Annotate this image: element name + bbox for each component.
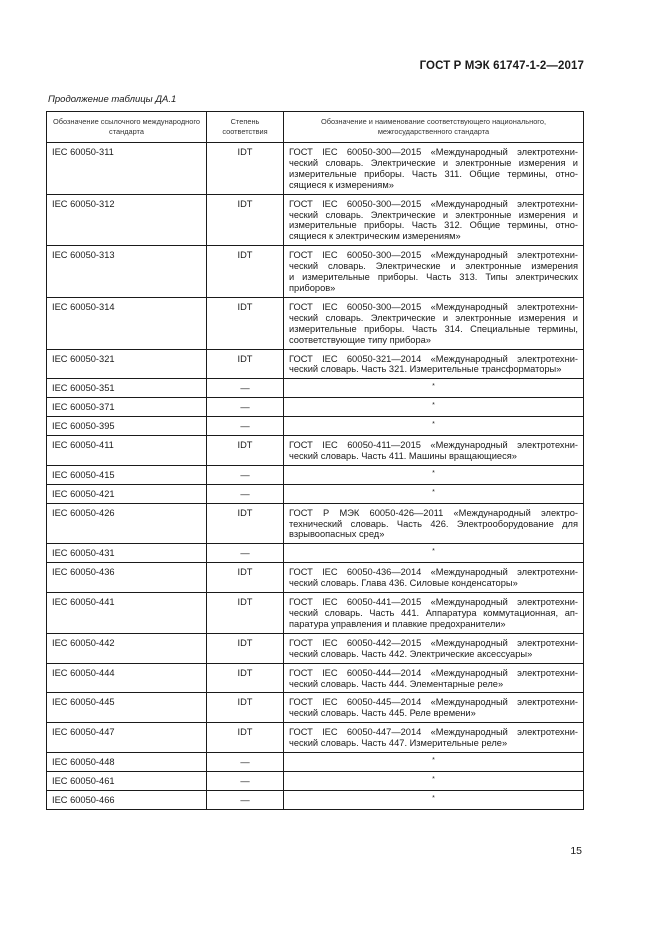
- ref-standard-cell: IEC 60050-415: [47, 465, 207, 484]
- degree-cell: IDT: [207, 349, 284, 379]
- table-row: [47, 790, 584, 809]
- degree-cell: —: [207, 544, 284, 563]
- degree-cell: IDT: [207, 693, 284, 723]
- table-row: [47, 563, 584, 593]
- national-standard-cell: [284, 398, 584, 417]
- national-standard-line: измерительные приборы. Часть 312. Общие термины, отно-: [289, 220, 578, 231]
- header-national-standard: Обозначение и наименование соответствующего национального, межгосударственного стандарта: [284, 112, 584, 143]
- degree-cell: —: [207, 417, 284, 436]
- no-equivalent-mark: *: [432, 421, 435, 429]
- degree-cell: —: [207, 484, 284, 503]
- table-row: [47, 771, 584, 790]
- header-degree: Степень соответствия: [207, 112, 284, 143]
- national-standard-line: ГОСТ IEC 60050-447—2014 «Международный электротехни-: [289, 727, 578, 738]
- no-equivalent-mark: *: [432, 548, 435, 556]
- degree-cell: IDT: [207, 663, 284, 693]
- national-standard-line: измерительные приборы. Часть 311. Общие термины, отно-: [289, 168, 578, 179]
- national-standard-line: соответствующие типу прибора»: [289, 334, 431, 345]
- national-standard-line: ческий словарь. Электрические и электронные измерения и: [289, 209, 578, 220]
- national-standard-line: ческий словарь. Часть 411. Машины вращающиеся»: [289, 450, 517, 461]
- ref-standard-cell: IEC 60050-321: [47, 349, 207, 379]
- national-standard-cell: [284, 143, 584, 195]
- national-standard-cell: [284, 503, 584, 544]
- ref-standard-cell: IEC 60050-313: [47, 246, 207, 298]
- no-equivalent-mark: *: [432, 775, 435, 783]
- degree-cell: IDT: [207, 143, 284, 195]
- national-standard-line: ческий словарь. Часть 321. Измерительные трансформаторы»: [289, 364, 562, 375]
- ref-standard-cell: IEC 60050-431: [47, 544, 207, 563]
- table-row: [47, 246, 584, 298]
- degree-cell: —: [207, 379, 284, 398]
- national-standard-cell: [284, 246, 584, 298]
- national-standard-cell: [284, 194, 584, 246]
- national-standard-line: ческий словарь. Часть 441. Аппаратура коммутационная, ап-: [289, 608, 578, 618]
- ref-standard-cell: IEC 60050-314: [47, 297, 207, 349]
- degree-cell: IDT: [207, 297, 284, 349]
- table-body: [47, 143, 584, 810]
- ref-standard-cell: IEC 60050-312: [47, 194, 207, 246]
- ref-standard-cell: IEC 60050-421: [47, 484, 207, 503]
- national-standard-line: ческий словарь. Электрические и электронные измерения: [289, 261, 578, 272]
- table-row: [47, 633, 584, 663]
- national-standard-line: приборов»: [289, 282, 336, 293]
- table-row: [47, 194, 584, 246]
- degree-cell: IDT: [207, 593, 284, 634]
- ref-standard-cell: IEC 60050-447: [47, 723, 207, 753]
- national-standard-cell: [284, 593, 584, 634]
- national-standard-line: сящиеся к электрическим измерениям»: [289, 231, 461, 242]
- ref-standard-cell: IEC 60050-461: [47, 771, 207, 790]
- table-row: [47, 379, 584, 398]
- degree-cell: —: [207, 790, 284, 809]
- document-code: ГОСТ Р МЭК 61747-1-2—2017: [419, 60, 584, 72]
- table-row: [47, 503, 584, 544]
- degree-cell: IDT: [207, 503, 284, 544]
- ref-standard-cell: IEC 60050-411: [47, 436, 207, 466]
- ref-standard-cell: IEC 60050-311: [47, 143, 207, 195]
- national-standard-cell: [284, 417, 584, 436]
- national-standard-line: ГОСТ IEC 60050-300—2015 «Международный электротехни-: [289, 250, 578, 261]
- national-standard-line: ГОСТ IEC 60050-300—2015 «Международный электротехни-: [289, 301, 578, 312]
- national-standard-line: ГОСТ IEC 60050-445—2014 «Международный электротехни-: [289, 697, 578, 708]
- ref-standard-cell: IEC 60050-442: [47, 633, 207, 663]
- ref-standard-cell: IEC 60050-441: [47, 593, 207, 634]
- no-equivalent-mark: *: [432, 469, 435, 477]
- national-standard-cell: [284, 379, 584, 398]
- national-standard-line: и измерительные приборы. Часть 313. Типы электрических: [289, 272, 578, 283]
- table-caption: Продолжение таблицы ДА.1: [48, 94, 177, 105]
- national-standard-cell: [284, 465, 584, 484]
- ref-standard-cell: IEC 60050-466: [47, 790, 207, 809]
- table-header-row: [47, 112, 584, 143]
- national-standard-line: ГОСТ IEC 60050-321—2014 «Международный электротехни-: [289, 353, 578, 364]
- degree-cell: IDT: [207, 194, 284, 246]
- national-standard-line: ческий словарь. Часть 445. Реле времени»: [289, 708, 476, 719]
- ref-standard-cell: IEC 60050-351: [47, 379, 207, 398]
- national-standard-line: взрывоопасных сред»: [289, 529, 385, 540]
- no-equivalent-mark: *: [432, 488, 435, 496]
- page-number: 15: [570, 845, 582, 857]
- table-row: [47, 436, 584, 466]
- national-standard-cell: [284, 544, 584, 563]
- no-equivalent-mark: *: [432, 402, 435, 410]
- national-standard-line: ГОСТ IEC 60050-300—2015 «Международный электротехни-: [289, 147, 578, 157]
- national-standard-line: технический словарь. Часть 426. Электрооборудование для: [289, 518, 578, 529]
- table-row: [47, 544, 584, 563]
- national-standard-line: ческий словарь. Часть 447. Измерительные реле»: [289, 738, 508, 749]
- national-standard-cell: [284, 790, 584, 809]
- degree-cell: IDT: [207, 436, 284, 466]
- national-standard-line: ГОСТ IEC 60050-444—2014 «Международный электротехни-: [289, 667, 578, 678]
- national-standard-line: ГОСТ Р МЭК 60050-426—2011 «Международный электро-: [289, 507, 578, 518]
- ref-standard-cell: IEC 60050-436: [47, 563, 207, 593]
- national-standard-cell: [284, 633, 584, 663]
- national-standard-line: ческий словарь. Часть 444. Элементарные реле»: [289, 678, 504, 689]
- national-standard-line: ГОСТ IEC 60050-442—2015 «Международный электротехни-: [289, 637, 578, 648]
- no-equivalent-mark: *: [432, 757, 435, 765]
- national-standard-line: ческий словарь. Электрические и электронные измерения и: [289, 312, 578, 323]
- national-standard-line: сящиеся к измерениям»: [289, 179, 394, 190]
- table-row: [47, 693, 584, 723]
- national-standard-cell: [284, 723, 584, 753]
- national-standard-cell: [284, 771, 584, 790]
- header-ref-standard: Обозначение ссылочного международного стандарта: [47, 112, 207, 143]
- national-standard-line: ГОСТ IEC 60050-300—2015 «Международный электротехни-: [289, 198, 578, 209]
- degree-cell: —: [207, 465, 284, 484]
- national-standard-cell: [284, 436, 584, 466]
- national-standard-line: ческий словарь. Электрические и электронные измерения и: [289, 157, 578, 168]
- ref-standard-cell: IEC 60050-448: [47, 753, 207, 772]
- ref-standard-cell: IEC 60050-426: [47, 503, 207, 544]
- ref-standard-cell: IEC 60050-445: [47, 693, 207, 723]
- table-row: [47, 465, 584, 484]
- national-standard-line: паратура управления и плавкие предохранители»: [289, 618, 506, 629]
- ref-standard-cell: IEC 60050-395: [47, 417, 207, 436]
- national-standard-line: ческий словарь. Глава 436. Силовые конденсаторы»: [289, 578, 518, 589]
- no-equivalent-mark: *: [432, 383, 435, 391]
- national-standard-cell: [284, 484, 584, 503]
- degree-cell: IDT: [207, 723, 284, 753]
- correspondence-table: [46, 111, 584, 810]
- national-standard-cell: [284, 753, 584, 772]
- national-standard-cell: [284, 297, 584, 349]
- national-standard-cell: [284, 693, 584, 723]
- ref-standard-cell: IEC 60050-444: [47, 663, 207, 693]
- table-row: [47, 297, 584, 349]
- table-row: [47, 753, 584, 772]
- table-row: [47, 349, 584, 379]
- table-row: [47, 143, 584, 195]
- national-standard-line: ГОСТ IEC 60050-411—2015 «Международный электротехни-: [289, 440, 578, 451]
- degree-cell: IDT: [207, 633, 284, 663]
- national-standard-line: измерительные приборы. Часть 314. Специальные термины,: [289, 323, 578, 334]
- table-row: [47, 663, 584, 693]
- table-row: [47, 593, 584, 634]
- no-equivalent-mark: *: [432, 794, 435, 802]
- degree-cell: —: [207, 771, 284, 790]
- degree-cell: IDT: [207, 563, 284, 593]
- table-row: [47, 417, 584, 436]
- national-standard-line: ческий словарь. Часть 442. Электрические аксессуары»: [289, 648, 533, 659]
- table-row: [47, 723, 584, 753]
- national-standard-cell: [284, 349, 584, 379]
- national-standard-line: ГОСТ IEC 60050-436—2014 «Международный электротехни-: [289, 567, 578, 578]
- national-standard-cell: [284, 663, 584, 693]
- degree-cell: IDT: [207, 246, 284, 298]
- ref-standard-cell: IEC 60050-371: [47, 398, 207, 417]
- national-standard-cell: [284, 563, 584, 593]
- degree-cell: —: [207, 753, 284, 772]
- degree-cell: —: [207, 398, 284, 417]
- table-row: [47, 484, 584, 503]
- national-standard-line: ГОСТ IEC 60050-441—2015 «Международный электротехни-: [289, 597, 578, 608]
- table-row: [47, 398, 584, 417]
